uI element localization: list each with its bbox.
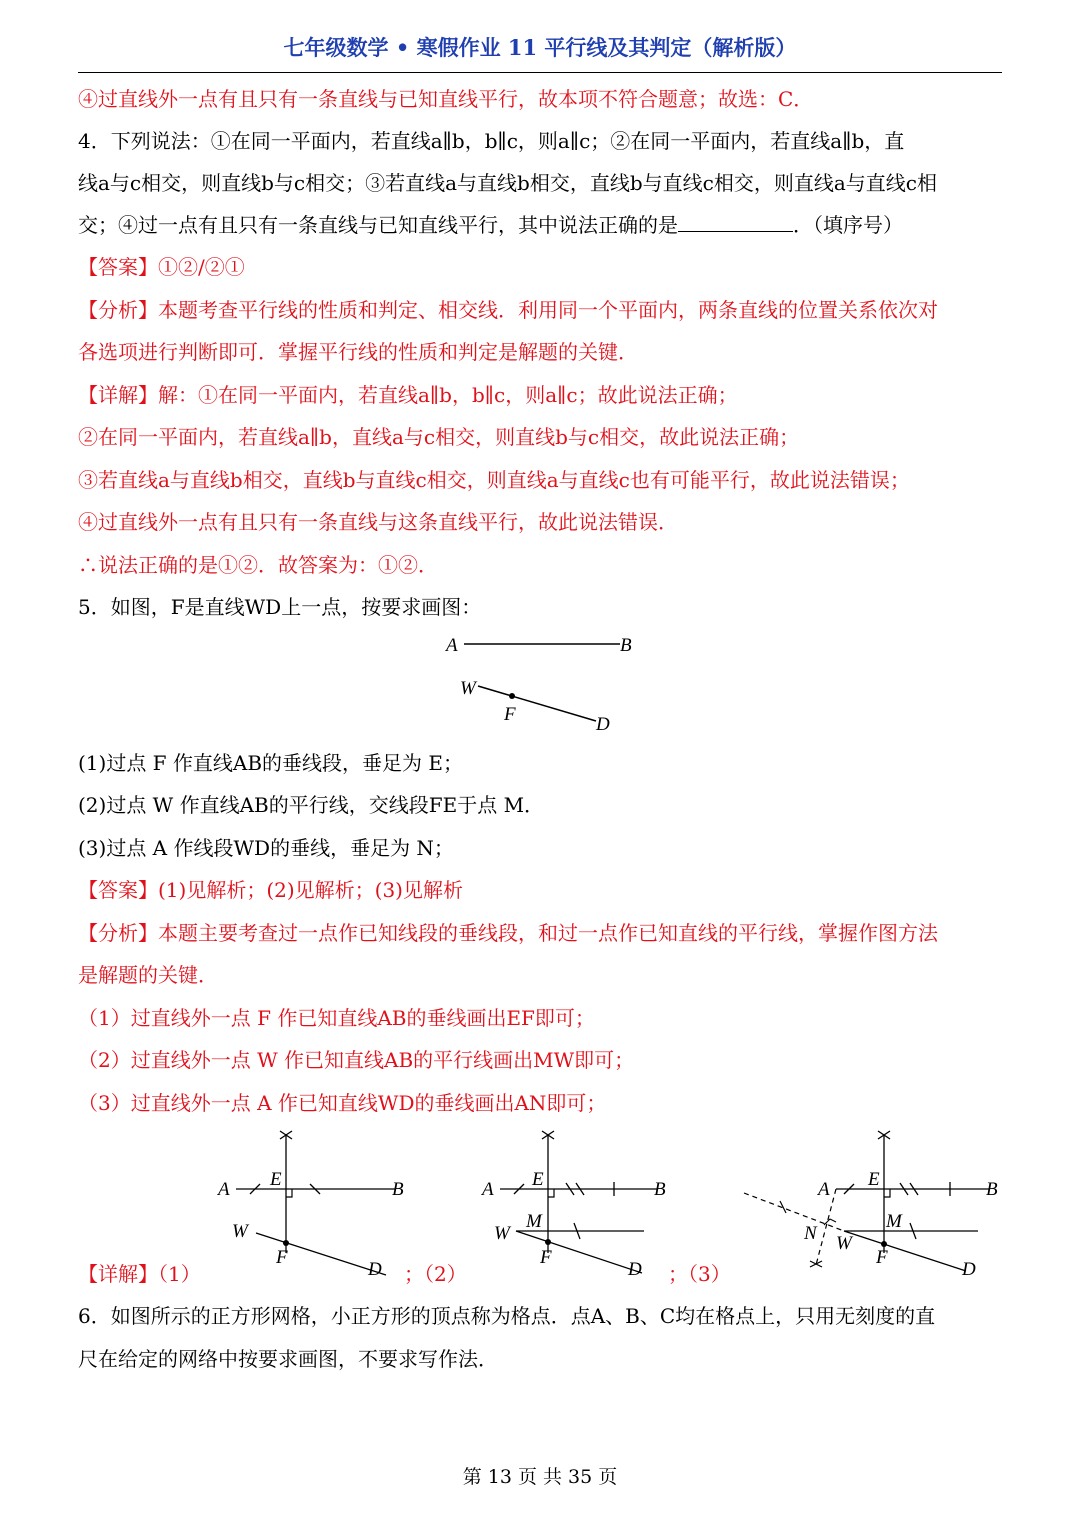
analysis5-step1: （1）过直线外一点 F 作已知直线AB的垂线画出EF即可； [78,1006,595,1030]
figure5-3 [740,1125,1010,1285]
detail4-line5: ∴说法正确的是①②．故答案为：①②． [78,553,438,577]
analysis4-line1: 【分析】本题考查平行线的性质和判定、相交线．利用同一个平面内，两条直线的位置关系依次对 [78,298,938,322]
label-f: F [876,1247,888,1268]
analysis4-line2: 各选项进行判断即可．掌握平行线的性质和判定是解题的关键． [78,340,638,364]
label-d: D [628,1259,642,1280]
answer4: 【答案】①②/②① [78,255,245,279]
answer-line-option4: ④过直线外一点有且只有一条直线与已知直线平行，故本项不符合题意；故选：C． [78,87,814,111]
detail4-line3: ③若直线a与直线b相交，直线b与直线c相交，则直线a与直线c也有可能平行，故此说法错误； [78,468,910,492]
label-m: M [886,1211,902,1232]
label-b: B [654,1179,666,1200]
analysis5-line1: 【分析】本题主要考查过一点作已知线段的垂线段，和过一点作已知直线的平行线，掌握作图方法 [78,921,938,945]
right-angle-mark [884,1189,890,1197]
question5: 5．如图，F是直线WD上一点，按要求画图： [78,595,482,619]
question4-line1: 4．下列说法：①在同一平面内，若直线a∥b，b∥c，则a∥c；②在同一平面内，若直线a∥b，直 [78,129,905,153]
analysis5-step2: （2）过直线外一点 W 作已知直线AB的平行线画出MW即可； [78,1048,635,1072]
question4-line3-text: 交；④过一点有且只有一条直线与已知直线平行，其中说法正确的是 [78,213,678,237]
label-b: B [620,635,632,656]
question4-line2: 线a与c相交，则直线b与c相交；③若直线a与直线b相交，直线b与直线c相交，则直线a与直线c相 [78,171,937,195]
question5-figure [440,628,640,738]
label-d: D [368,1259,382,1280]
detail4-line4: ④过直线外一点有且只有一条直线与这条直线平行，故此说法错误． [78,510,678,534]
question5-part3: (3)过点 A 作线段WD的垂线，垂足为 N； [78,836,454,860]
label-d: D [962,1259,976,1280]
analysis5-line2: 是解题的关键． [78,963,218,987]
label-b: B [986,1179,998,1200]
label-a: A [818,1179,830,1200]
label-f: F [504,704,516,725]
label-w: W [232,1221,248,1242]
detail5-sep3: ；（3） [668,1262,731,1286]
page-header [78,28,1002,73]
figure5-2 [476,1125,676,1285]
label-d: D [596,714,610,735]
point-f [509,693,515,699]
right-angle-mark [286,1189,292,1197]
label-a: A [218,1179,230,1200]
label-w: W [460,678,476,699]
detail4-line1: 【详解】解：①在同一平面内，若直线a∥b，b∥c，则a∥c；故此说法正确； [78,383,738,407]
question4-line3 [78,212,1008,238]
label-a: A [482,1179,494,1200]
line-wd [478,686,596,721]
label-m: M [526,1211,542,1232]
label-f: F [276,1247,288,1268]
detail5-label: 【详解】（1） [78,1262,201,1286]
label-a: A [446,635,458,656]
detail4-line2: ②在同一平面内，若直线a∥b，直线a与c相交，则直线b与c相交，故此说法正确； [78,425,800,449]
label-n: N [804,1223,817,1244]
label-f: F [540,1247,552,1268]
question6-line2: 尺在给定的网络中按要求画图，不要求写作法． [78,1347,498,1371]
figure5-1 [210,1125,410,1285]
label-b: B [392,1179,404,1200]
label-e: E [270,1169,282,1190]
right-angle-mark [548,1189,554,1197]
right-angle-mark-n [824,1219,836,1225]
header-title: 七年级数学 • 寒假作业 11 平行线及其判定（解析版） [283,35,797,60]
label-w: W [494,1223,510,1244]
line-wd [844,1231,966,1271]
label-w: W [836,1233,852,1254]
question5-part2: (2)过点 W 作直线AB的平行线，交线段FE于点 M． [78,793,545,817]
point-f [545,1239,551,1245]
perpendicular-an [816,1189,836,1265]
question5-part1: (1)过点 F 作直线AB的垂线段，垂足为 E； [78,751,464,775]
label-e: E [868,1169,880,1190]
analysis5-step3: （3）过直线外一点 A 作已知直线WD的垂线画出AN即可； [78,1091,607,1115]
point-f [283,1240,289,1246]
detail5-sep2: ；（2） [404,1262,467,1286]
answer5: 【答案】(1)见解析；(2)见解析；(3)见解析 [78,878,463,902]
answer-blank [678,213,793,232]
question4-line3-tail: ．（填序号） [793,213,903,237]
question6-line1: 6．如图所示的正方形网格，小正方形的顶点称为格点．点A、B、C均在格点上，只用无刻度的直 [78,1304,936,1328]
label-e: E [532,1169,544,1190]
page-footer: 第 13 页 共 35 页 [462,1466,618,1488]
